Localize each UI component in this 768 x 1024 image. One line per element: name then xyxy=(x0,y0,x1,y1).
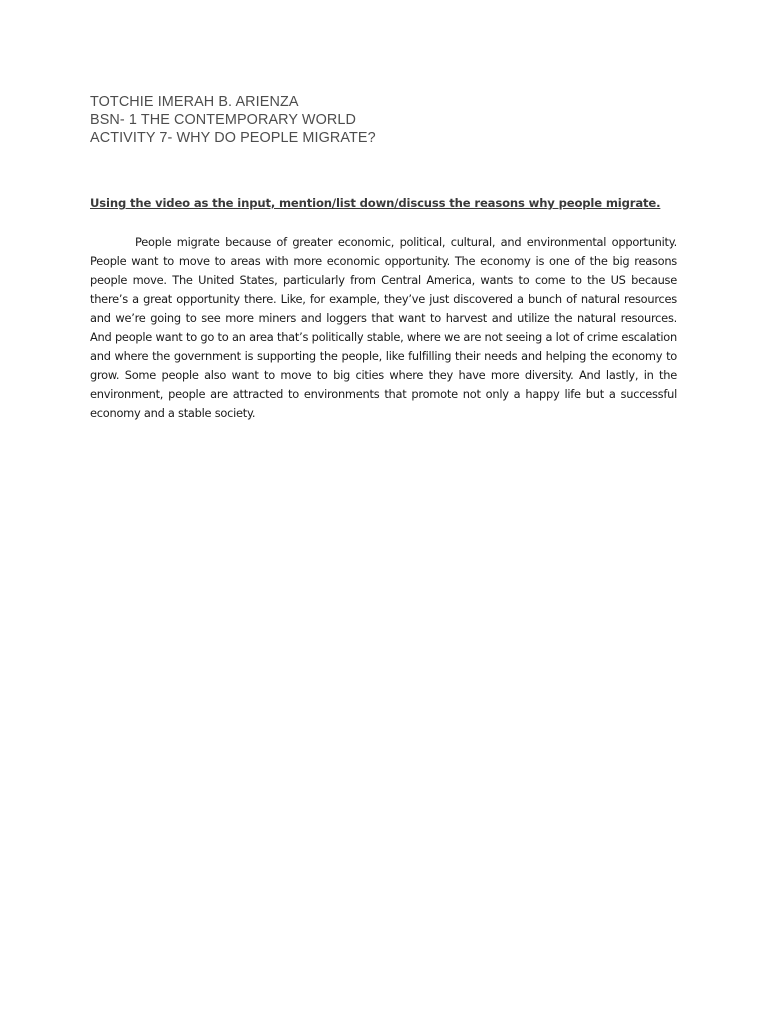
document-header xyxy=(90,93,690,147)
question-prompt: Using the video as the input, mention/list down/discuss the reasons why people migrate. xyxy=(90,196,661,210)
course-title: BSN- 1 THE CONTEMPORARY WORLD xyxy=(90,112,356,128)
activity-title: ACTIVITY 7- WHY DO PEOPLE MIGRATE? xyxy=(90,130,376,146)
answer-paragraph: People migrate because of greater economic, political, cultural, and environmental opportunity. People want to move to areas with more economic opportunity. The economy is one of the big reasons people move. The United States, particularly from Central America, wants to come to the US because there’s a great opportunity there. Like, for example, they’ve just discovered a bunch of natural resources and we’re going to see more miners and loggers that want to harvest and utilize the natural resources. And people want to go to an area that’s politically stable, where we are not seeing a lot of crime escalation and where the government is supporting the people, like fulfilling their needs and helping the economy to grow. Some people also want to move to big cities where they have more diversity. And lastly, in the environment, people are attracted to environments that promote not only a happy life but a successful economy and a stable society. xyxy=(90,235,677,420)
student-name: TOTCHIE IMERAH B. ARIENZA xyxy=(90,94,299,110)
